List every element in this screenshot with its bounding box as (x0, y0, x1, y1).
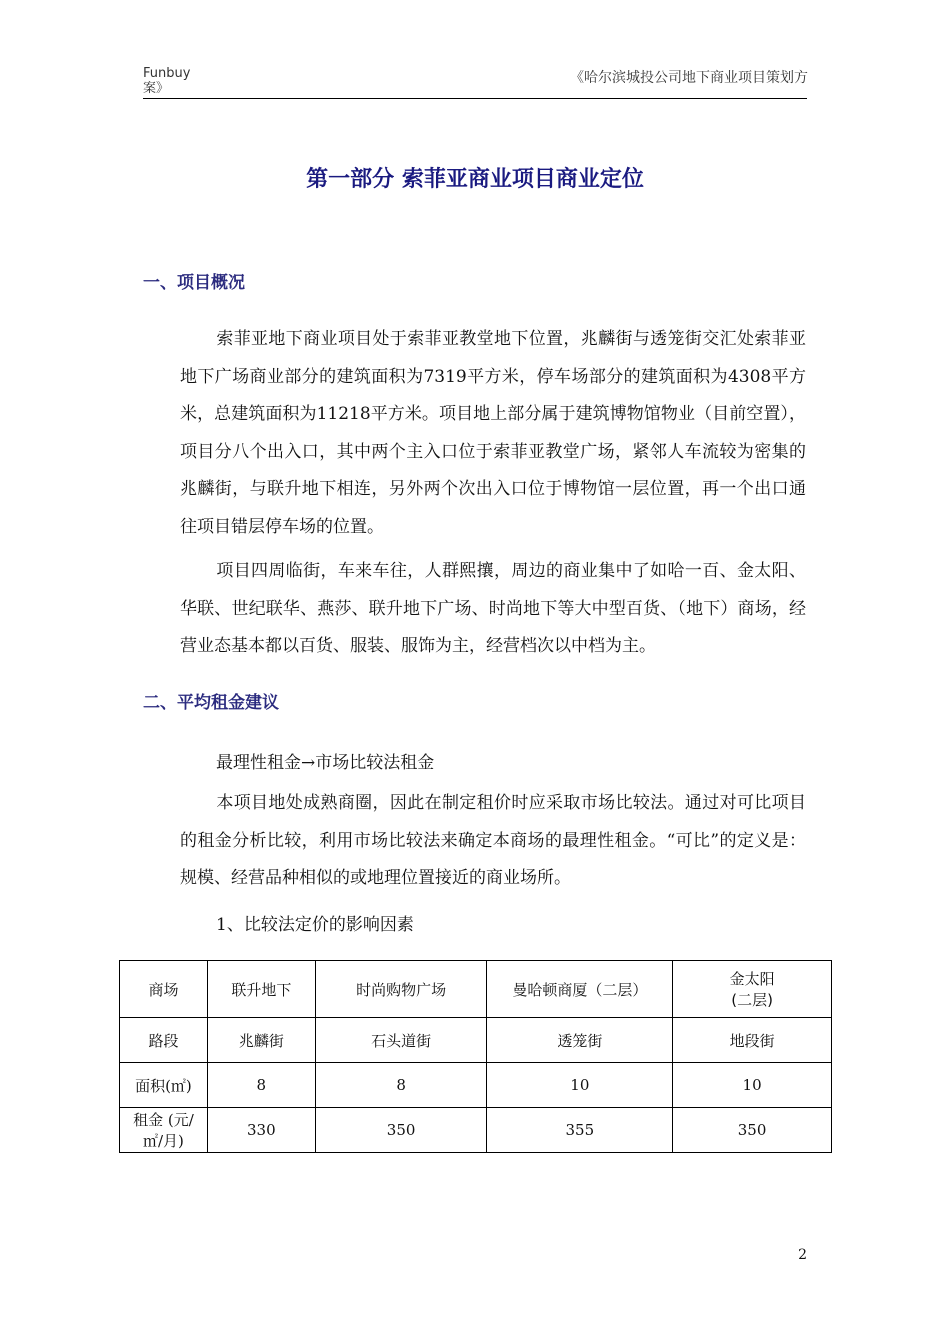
table-row-label-line: ㎡/月) (142, 1132, 184, 1150)
table-cell: 8 (207, 1063, 315, 1108)
table-cell: 地段街 (673, 1018, 832, 1063)
table-row-label: 面积(㎡) (120, 1063, 208, 1108)
table-header-cell: 曼哈顿商厦（二层） (487, 961, 673, 1018)
page-number: 2 (798, 1247, 807, 1263)
table-cell: 10 (673, 1063, 832, 1108)
section1-para2 (180, 553, 806, 666)
table-row-label-line: 租金 (元/ (133, 1111, 194, 1129)
table-header-cell (673, 961, 832, 1018)
table-cell: 石头道街 (315, 1018, 487, 1063)
header-left (143, 66, 190, 96)
table-cell: 兆麟街 (207, 1018, 315, 1063)
table-header-cell: 联升地下 (207, 961, 315, 1018)
header-left-line1: Funbuy (143, 66, 191, 81)
section2-line2: 1、比较法定价的影响因素 (216, 915, 414, 935)
table-cell: 350 (673, 1108, 832, 1153)
section1-para2-text: 项目四周临街，车来车往，人群熙攘，周边的商业集中了如哈一百、金太阳、华联、世纪联华、燕莎、联升地下广场、时尚地下等大中型百货、（地下）商场，经营业态基本都以百货、服装、服饰为主，经营档次以中档为主。 (180, 561, 806, 656)
table-cell: 330 (207, 1108, 315, 1153)
table-row (120, 1063, 832, 1108)
section2-line1: 最理性租金→市场比较法租金 (216, 753, 435, 773)
table-header-row (120, 961, 832, 1018)
rent-comparison-table (119, 960, 832, 1153)
table-row-label: 路段 (120, 1018, 208, 1063)
table-cell: 355 (487, 1108, 673, 1153)
section1-para1-text: 索菲亚地下商业项目处于索菲亚教堂地下位置，兆麟街与透笼街交汇处索菲亚地下广场商业部分的建筑面积为7319平方米，停车场部分的建筑面积为4308平方米，总建筑面积为11218平方米。项目地上部分属于建筑博物馆物业（目前空置），项目分八个出入口，其中两个主入口位于索菲亚教堂广场，紧邻人车流较为密集的兆麟街，与联升地下相连，另外两个次出入口位于博物馆一层位置，再一个出口通往项目错层停车场的位置。 (180, 329, 806, 537)
section2-heading: 二、平均租金建议 (143, 693, 279, 713)
table-row (120, 1018, 832, 1063)
section1-heading: 一、项目概况 (143, 273, 245, 293)
table-cell: 350 (315, 1108, 487, 1153)
section2-para1 (180, 785, 806, 898)
header-rule (143, 98, 807, 99)
section2-para1-text: 本项目地处成熟商圈，因此在制定租价时应采取市场比较法。通过对可比项目的租金分析比较，利用市场比较法来确定本商场的最理性租金。“可比”的定义是：规模、经营品种相似的或地理位置接近的商业场所。 (180, 793, 806, 888)
table-header-line: (二层) (731, 991, 773, 1009)
header-left-line2: 案》 (143, 81, 170, 96)
header-right: 《哈尔滨城投公司地下商业项目策划方 (570, 70, 808, 86)
table-row (120, 1108, 832, 1153)
page-title: 第一部分 索菲亚商业项目商业定位 (306, 167, 644, 192)
table-header-cell: 时尚购物广场 (315, 961, 487, 1018)
table-cell: 透笼街 (487, 1018, 673, 1063)
section1-para1 (180, 321, 806, 546)
table-cell: 10 (487, 1063, 673, 1108)
table-header-line: 金太阳 (729, 970, 775, 988)
table-header-cell: 商场 (120, 961, 208, 1018)
table-row-label (120, 1108, 208, 1153)
table-cell: 8 (315, 1063, 487, 1108)
